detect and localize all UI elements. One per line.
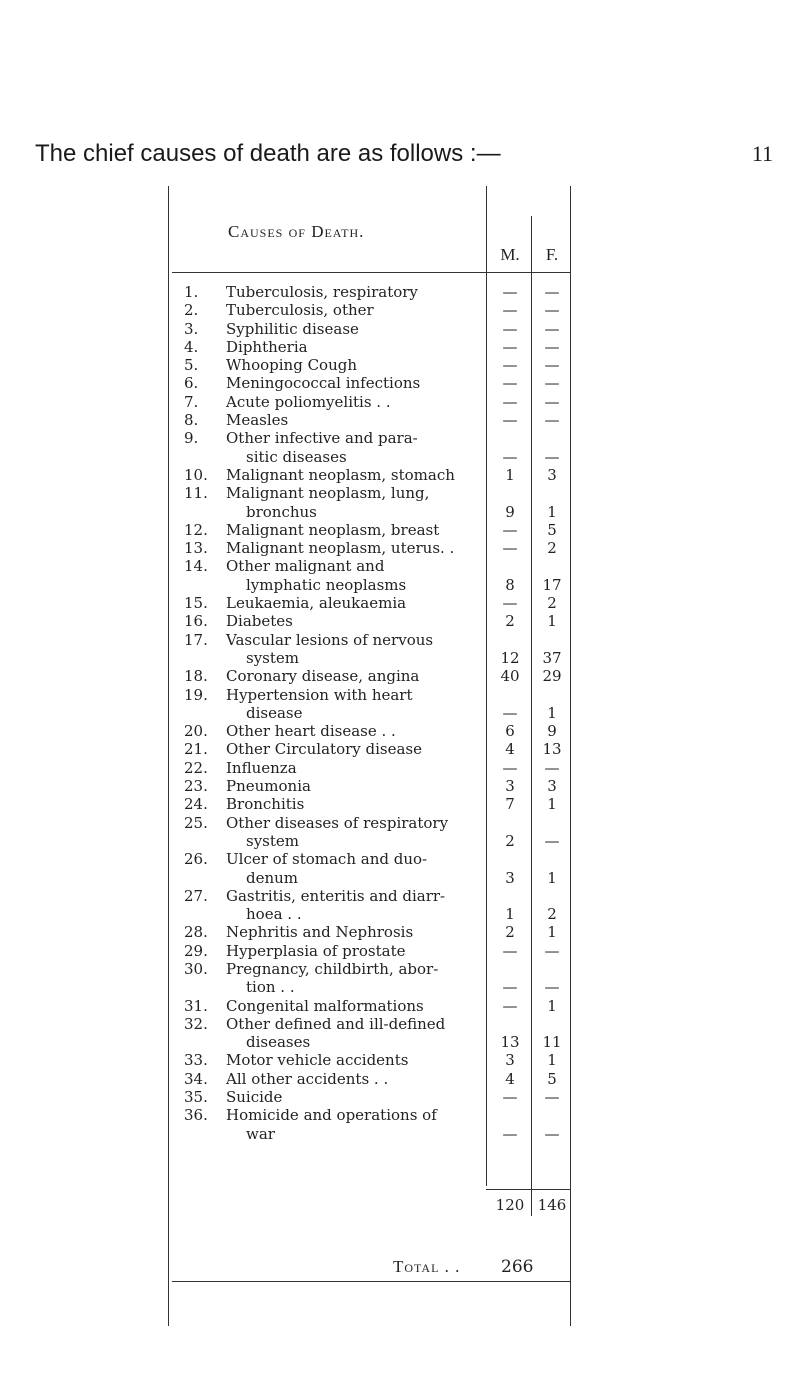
row-number: 7. [184, 392, 199, 411]
female-count: — [544, 1124, 560, 1143]
cause-line-continued: system [246, 648, 299, 667]
table-row [168, 795, 572, 813]
cause-line-continued: war [246, 1124, 275, 1143]
cause-line: Homicide and operations of [226, 1106, 437, 1125]
table-row [168, 612, 572, 630]
cause-line-continued: tion . . [246, 978, 295, 997]
cause-line: Bronchitis [226, 795, 305, 814]
table-row [168, 923, 572, 941]
table-row [168, 942, 572, 960]
cause-line-continued: denum [246, 868, 299, 887]
female-count: — [544, 283, 560, 301]
table-row [168, 1070, 572, 1088]
table-row [168, 887, 572, 924]
row-number: 19. [184, 685, 208, 704]
male-count: — [502, 1124, 518, 1143]
row-number: 8. [184, 411, 199, 430]
female-count: — [544, 337, 560, 356]
cause-label [226, 521, 464, 539]
male-count: — [502, 703, 518, 722]
male-count: 3 [505, 777, 515, 796]
male-count: 12 [500, 648, 520, 667]
cause-label [226, 1015, 464, 1052]
cause-label [226, 557, 464, 594]
cause-label [226, 759, 464, 777]
male-count: — [502, 283, 518, 301]
cause-line: Malignant neoplasm, stomach [226, 465, 455, 484]
header-rule [172, 272, 570, 273]
cause-line-continued: lymphatic neoplasms [246, 575, 407, 594]
cause-line-continued: sitic diseases [246, 447, 347, 466]
table-row [168, 283, 572, 301]
cause-line: Other defined and ill-defined [226, 1014, 446, 1033]
male-count: 8 [505, 575, 515, 594]
table-row [168, 466, 572, 484]
row-number: 14. [184, 557, 208, 576]
table-row [168, 960, 572, 997]
cause-line: All other accidents . . [226, 1069, 389, 1088]
cause-line: Measles [226, 411, 289, 430]
sum-male: 120 [495, 1196, 525, 1214]
male-count: 2 [505, 612, 515, 631]
cause-line: Syphilitic disease [226, 319, 359, 338]
cause-label [226, 923, 464, 941]
cause-line: Congenital malformations [226, 996, 424, 1015]
cause-line: Ulcer of stomach and duo- [226, 850, 428, 869]
male-count: — [502, 392, 518, 411]
table-row [168, 997, 572, 1015]
female-count: 1 [547, 868, 557, 887]
male-count: 4 [505, 740, 515, 759]
cause-label [226, 466, 464, 484]
cause-line: Influenza [226, 758, 297, 777]
row-number: 18. [184, 667, 208, 686]
cause-label [226, 301, 464, 319]
cause-label [226, 393, 464, 411]
cause-label [226, 631, 464, 668]
female-count: — [544, 758, 560, 777]
table-row [168, 393, 572, 411]
female-count: 1 [547, 612, 557, 631]
female-count: 1 [547, 996, 557, 1015]
male-count: — [502, 539, 518, 558]
heading-text: The chief causes of death are as follows :— [35, 140, 501, 167]
column-header-female: F. [545, 245, 559, 264]
female-count: — [544, 374, 560, 393]
female-count: 3 [547, 777, 557, 796]
male-count: — [502, 758, 518, 777]
cause-label [226, 1088, 464, 1106]
cause-label [226, 814, 464, 851]
cause-label [226, 484, 464, 521]
male-count: — [502, 520, 518, 539]
male-count: 13 [500, 1033, 520, 1052]
female-count: 1 [547, 795, 557, 814]
table-row [168, 850, 572, 887]
table-row [168, 667, 572, 685]
cause-line: Pregnancy, childbirth, abor- [226, 959, 439, 978]
cause-label [226, 960, 464, 997]
table-row [168, 320, 572, 338]
table-row [168, 429, 572, 466]
row-number: 3. [184, 319, 199, 338]
male-count: 3 [505, 1051, 515, 1070]
cause-line: Diphtheria [226, 337, 308, 356]
female-count: — [544, 411, 560, 430]
row-number: 1. [184, 283, 199, 301]
row-number: 4. [184, 337, 199, 356]
cause-line: Malignant neoplasm, lung, [226, 484, 430, 503]
cause-label [226, 539, 464, 557]
male-count: 4 [505, 1069, 515, 1088]
cause-label [226, 1106, 464, 1143]
male-count: 1 [505, 905, 515, 924]
male-count: — [502, 1088, 518, 1107]
table-row [168, 1015, 572, 1052]
cause-line: Tuberculosis, other [226, 301, 374, 320]
cause-line: Malignant neoplasm, breast [226, 520, 440, 539]
cause-line: Gastritis, enteritis and diarr- [226, 886, 446, 905]
female-count: — [544, 1088, 560, 1107]
cause-label [226, 594, 464, 612]
row-number: 13. [184, 539, 208, 558]
cause-label [226, 338, 464, 356]
cause-label [226, 850, 464, 887]
table-row [168, 631, 572, 668]
table-body [168, 283, 572, 1143]
female-count: 11 [542, 1033, 562, 1052]
row-number: 15. [184, 594, 208, 613]
female-count: 1 [547, 703, 557, 722]
female-count: — [544, 392, 560, 411]
female-count: 2 [547, 539, 557, 558]
row-number: 33. [184, 1051, 208, 1070]
female-count: 2 [547, 594, 557, 613]
sum-female: 146 [537, 1196, 567, 1214]
page-heading [35, 140, 795, 168]
male-count: — [502, 411, 518, 430]
cause-label [226, 374, 464, 392]
male-count: 7 [505, 795, 515, 814]
row-number: 5. [184, 356, 199, 375]
row-number: 23. [184, 777, 208, 796]
female-count: 37 [542, 648, 562, 667]
male-count: — [502, 374, 518, 393]
male-count: 9 [505, 502, 515, 521]
row-number: 12. [184, 520, 208, 539]
cause-line-continued: disease [246, 703, 303, 722]
total-label: Total . . [393, 1257, 461, 1276]
cause-label [226, 686, 464, 723]
row-number: 24. [184, 795, 208, 814]
female-count: 13 [542, 740, 562, 759]
male-count: 2 [505, 831, 515, 850]
female-count: — [544, 319, 560, 338]
cause-label [226, 320, 464, 338]
column-header-male: M. [500, 245, 520, 264]
table-row [168, 484, 572, 521]
row-number: 32. [184, 1014, 208, 1033]
row-number: 10. [184, 465, 208, 484]
table-row [168, 338, 572, 356]
male-count: 40 [500, 667, 520, 686]
row-number: 20. [184, 722, 208, 741]
cause-line: Whooping Cough [226, 356, 358, 375]
cause-line: Hyperplasia of prostate [226, 941, 406, 960]
female-count: 17 [542, 575, 562, 594]
cause-line: Meningococcal infections [226, 374, 421, 393]
cause-line: Suicide [226, 1088, 283, 1107]
row-number: 29. [184, 941, 208, 960]
cause-line: Other diseases of respiratory [226, 813, 449, 832]
row-number: 34. [184, 1069, 208, 1088]
cause-line: Hypertension with heart [226, 685, 413, 704]
page-number: 11 [751, 141, 773, 166]
cause-label [226, 740, 464, 758]
table-row [168, 1106, 572, 1143]
female-count: — [544, 301, 560, 320]
causes-of-death-table [168, 186, 572, 1376]
cause-line: Leukaemia, aleukaemia [226, 594, 407, 613]
row-number: 17. [184, 630, 208, 649]
table-row [168, 1088, 572, 1106]
table-row [168, 759, 572, 777]
total-value: 266 [501, 1257, 534, 1277]
row-number: 9. [184, 429, 199, 448]
row-number: 2. [184, 301, 199, 320]
female-count: — [544, 356, 560, 375]
table-row [168, 411, 572, 429]
table-row [168, 777, 572, 795]
row-number: 27. [184, 886, 208, 905]
table-row [168, 356, 572, 374]
cause-label [226, 795, 464, 813]
row-number: 28. [184, 923, 208, 942]
row-number: 6. [184, 374, 199, 393]
cause-line: Coronary disease, angina [226, 667, 420, 686]
cause-line: Vascular lesions of nervous [226, 630, 434, 649]
cause-label [226, 1070, 464, 1088]
cause-line: Tuberculosis, respiratory [226, 283, 418, 301]
male-count: 1 [505, 465, 515, 484]
cause-label [226, 887, 464, 924]
sum-rule [486, 1189, 570, 1190]
female-count: 3 [547, 465, 557, 484]
row-number: 21. [184, 740, 208, 759]
cause-label [226, 411, 464, 429]
cause-label [226, 997, 464, 1015]
table-row [168, 814, 572, 851]
male-count: — [502, 978, 518, 997]
table-row [168, 594, 572, 612]
row-number: 16. [184, 612, 208, 631]
female-count: — [544, 941, 560, 960]
female-count: — [544, 978, 560, 997]
male-count: — [502, 337, 518, 356]
cause-label [226, 356, 464, 374]
cause-line: Other heart disease . . [226, 722, 396, 741]
male-count: 6 [505, 722, 515, 741]
row-number: 30. [184, 959, 208, 978]
row-number: 35. [184, 1088, 208, 1107]
table-row [168, 521, 572, 539]
bottom-rule [172, 1281, 570, 1282]
male-count: — [502, 941, 518, 960]
cause-line: Other malignant and [226, 557, 385, 576]
cause-line-continued: system [246, 831, 299, 850]
female-count: — [544, 447, 560, 466]
cause-line: Other infective and para- [226, 429, 418, 448]
cause-line: Motor vehicle accidents [226, 1051, 409, 1070]
column-header-cause: Causes of Death. [228, 222, 365, 241]
female-count: 1 [547, 1051, 557, 1070]
female-count: 5 [547, 1069, 557, 1088]
female-count: 5 [547, 520, 557, 539]
cause-label [226, 777, 464, 795]
female-count: 1 [547, 923, 557, 942]
table-row [168, 686, 572, 723]
female-count: 2 [547, 905, 557, 924]
cause-line: Pneumonia [226, 777, 311, 796]
table-row [168, 740, 572, 758]
cause-line-continued: bronchus [246, 502, 317, 521]
cause-label [226, 429, 464, 466]
cause-line: Acute poliomyelitis . . [226, 392, 391, 411]
male-count: — [502, 447, 518, 466]
table-row [168, 301, 572, 319]
male-count: — [502, 356, 518, 375]
cause-label [226, 1051, 464, 1069]
row-number: 11. [184, 484, 208, 503]
cause-label [226, 942, 464, 960]
male-count: — [502, 996, 518, 1015]
male-count: 3 [505, 868, 515, 887]
female-count: 29 [542, 667, 562, 686]
cause-line: Other Circulatory disease [226, 740, 423, 759]
row-number: 25. [184, 813, 208, 832]
cause-label [226, 612, 464, 630]
cause-label [226, 283, 464, 301]
table-row [168, 557, 572, 594]
cause-label [226, 722, 464, 740]
male-count: 2 [505, 923, 515, 942]
cause-line: Diabetes [226, 612, 293, 631]
cause-label [226, 667, 464, 685]
female-count: 1 [547, 502, 557, 521]
cause-line-continued: diseases [246, 1033, 311, 1052]
cause-line: Nephritis and Nephrosis [226, 923, 414, 942]
female-count: 9 [547, 722, 557, 741]
male-count: — [502, 301, 518, 320]
cause-line: Malignant neoplasm, uterus. . [226, 539, 455, 558]
cause-line-continued: hoea . . [246, 905, 302, 924]
male-count: — [502, 319, 518, 338]
table-row [168, 1051, 572, 1069]
female-count: — [544, 831, 560, 850]
table-row [168, 539, 572, 557]
row-number: 36. [184, 1106, 208, 1125]
row-number: 31. [184, 996, 208, 1015]
table-row [168, 722, 572, 740]
male-count: — [502, 594, 518, 613]
row-number: 22. [184, 758, 208, 777]
row-number: 26. [184, 850, 208, 869]
table-row [168, 374, 572, 392]
